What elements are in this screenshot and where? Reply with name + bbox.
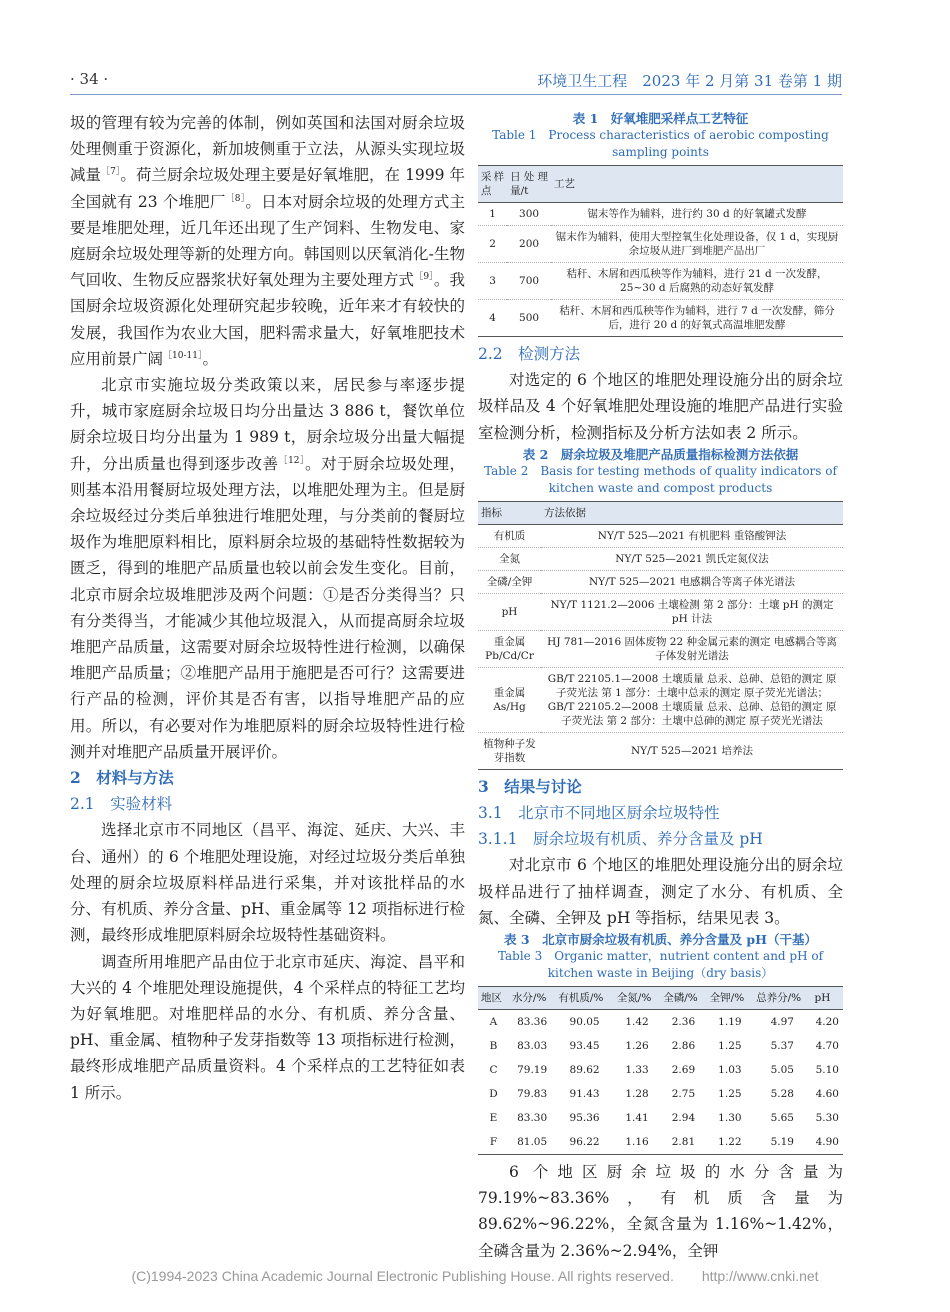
table-row [478,732,843,769]
column-header: 指标 [478,501,541,524]
table-cell: 5.10 [815,1064,839,1077]
text-run: 。日本对厨余垃圾的处理方式主要是堆肥处理，近几年还出现了生产饲料、生物发电、家庭厨余垃圾处理等新的处理方向。韩国则以厌氧消化-生物气回收、生物反应器浆状好氧处理为主要处理方式 [70,192,465,290]
table-cell: B [489,1040,498,1053]
table-row [478,1058,843,1082]
paragraph-compost-products: 调查所用堆肥产品由位于北京市延庆、海淀、昌平和大兴的 4 个堆肥处理设施提供，4 个采样点的特征工艺均为好氧堆肥。对堆肥样品的水分、有机质、养分含量、pH、重金属、植物种子发芽指数等 13 项指标进行检测，最终形成堆肥产品质量资料。4 个采样点的工艺特征如表 1 所示。 [70,952,465,1102]
paragraph-results-summary: 6 个地区厨余垃圾的水分含量为 79.19%~83.36%，有机质含量为 89.62%~96.22%，全氮含量为 1.16%~1.42%，全磷含量为 2.36%~2.94%，全钾 [478,1163,843,1260]
table-row [478,524,843,547]
table-row [478,1034,843,1058]
table-cell: 5.28 [770,1088,794,1101]
column-header: 工艺 [551,166,843,203]
table-cell: 全氮 [478,547,541,570]
table-row [478,300,843,337]
table-cell: 锯末等作为辅料，进行约 30 d 的好氧罐式发酵 [551,203,843,226]
section-heading-materials: 2.1 实验材料 [70,795,173,814]
section-heading-organic-matter: 3.1.1 厨余垃圾有机质、养分含量及 pH [478,830,763,849]
text-run: 北京市实施垃圾分类政策以来，居民参与率逐步提升，城市家庭厨余垃圾日均分出量达 3 886 t，餐饮单位厨余垃圾日均分出量为 1 989 t，厨余垃圾分出量大幅提升，分出质量也得到逐步改善 [70,376,465,473]
column-header: 地区 [478,987,509,1010]
table-cell: 4.20 [815,1016,839,1029]
page-header [70,70,842,95]
table-cell: 2.94 [671,1112,696,1125]
table-cell: 3 [478,263,507,300]
table-cell: 79.19 [517,1064,548,1077]
citation-ref: ［8］ [225,193,246,204]
section-heading-materials-methods: 2 材料与方法 [70,768,174,788]
table-cell: 全磷/全钾 [478,570,541,593]
table2-caption-zh: 表 2 厨余垃圾及堆肥产品质量指标检测方法依据 [522,446,799,462]
table-cell: D [489,1088,498,1101]
table-cell: 1.33 [625,1064,649,1077]
citation-ref: ［10-11］ [163,350,203,361]
table-cell: 1.26 [625,1040,649,1053]
table-cell: 4.97 [770,1016,794,1029]
table-cell: E [489,1112,498,1125]
table-cell: 1.41 [625,1112,649,1125]
text-run: 。对于厨余垃圾处理，则基本沿用餐厨垃圾处理方法，以堆肥处理为主。但是厨余垃圾经过分类后单独进行堆肥处理，与分类前的餐厨垃圾作为堆肥原料相比，原料厨余垃圾的基础特性数据较为匮乏，得到的堆肥产品质量也较以前会发生变化。目前，北京市厨余垃圾堆肥涉及两个问题：①是否分类得当？只有分类得当，才能减少其他垃圾混入，从而提高厨余垃圾堆肥产品质量，这需要对厨余垃圾特性进行检测，以确保堆肥产品质量；②堆肥产品用于施肥是否可行？这需要进行产品的检测，评价其是否有害，以指导堆肥产品的应用。所以，有必要对作为堆肥原料的厨余垃圾特性进行检测并对堆肥产品质量开展评价。 [70,454,465,761]
table-cell: 500 [507,300,551,337]
table-cell: 81.05 [509,1130,555,1155]
table-process-characteristics [478,165,843,337]
table-cell: A [489,1016,498,1029]
table-cell: 重金属 Pb/Cd/Cr [478,630,541,667]
paragraph-intro-international [70,110,465,372]
column-header: 全磷/% [660,987,706,1010]
table-cell: C [489,1064,498,1077]
table-cell: 93.45 [569,1040,600,1053]
column-header: 采样点 [478,166,507,203]
text-run: 。我国厨余垃圾资源化处理研究起步较晚，近年来才有较快的发展，我国作为农业大国，肥料需求量大，好氧堆肥技术应用前景广阔 [70,271,465,368]
text-run: 圾的管理有较为完善的体制，例如英国和法国对厨余垃圾处理侧重于资源化，新加坡侧重于立法，从源头实现垃圾减量 [70,114,465,185]
table-cell: 2.86 [671,1040,696,1053]
table-cell: 300 [507,203,551,226]
table-cell: 1.19 [718,1016,742,1029]
table-cell: 1 [478,203,507,226]
table-organic-matter-nutrients [478,986,843,1155]
table-cell: 95.36 [569,1112,600,1125]
table-cell: 2.36 [671,1016,696,1029]
table-cell: 90.05 [569,1016,600,1029]
column-header: 全钾/% [707,987,753,1010]
table-cell: 83.36 [517,1016,548,1029]
table-row [478,226,843,263]
table-cell: 5.05 [770,1064,794,1077]
table-cell: 1.22 [707,1130,753,1155]
copyright-footer: (C)1994-2023 China Academic Journal Electronic Publishing House. All rights reserved. http://www.cnki.net [131,1268,819,1284]
table-cell: 4.90 [812,1130,843,1155]
section-heading-results: 3 结果与讨论 [478,776,582,796]
table-cell: 5.37 [770,1040,794,1053]
column-header: 水分/% [509,987,555,1010]
table-cell: 83.03 [517,1040,548,1053]
table-cell: 4 [478,300,507,337]
column-header: 有机质/% [555,987,613,1010]
table3-caption-zh: 表 3 北京市厨余垃圾有机质、养分含量及 pH（干基） [504,932,817,948]
table-cell: NY/T 525—2021 电感耦合等离子体光谱法 [541,570,843,593]
table-cell: 700 [507,263,551,300]
table-cell: 5.65 [770,1112,794,1125]
table-row [478,630,843,667]
journal-title: 环境卫生工程 2023 年 2 月第 31 卷第 1 期 [537,72,842,90]
section-heading-detection: 2.2 检测方法 [478,345,581,363]
table-cell: 1.28 [625,1088,649,1101]
text-run: 。荷兰厨余垃圾处理主要是好氧堆肥，在 1999 年全国就有 23 个堆肥厂 [70,166,465,211]
table-cell: HJ 781—2016 固体废物 22 种金属元素的测定 电感耦合等离子体发射光谱法 [541,630,843,667]
table-row [478,547,843,570]
table-row [478,203,843,226]
table-row [478,1010,843,1035]
table-cell: 2 [478,226,507,263]
right-column [478,110,843,1264]
table-cell: NY/T 525—2021 培养法 [541,732,843,769]
table-cell: 4.70 [815,1040,839,1053]
citation-ref: ［7］ [101,167,121,178]
table-cell: pH [478,593,541,630]
column-header: 总养分/% [753,987,811,1010]
table-cell: NY/T 1121.2—2006 土壤检测 第 2 部分：土壤 pH 的测定 pH 计法 [541,593,843,630]
column-header: 方法依据 [541,501,843,524]
table-cell: 1.03 [718,1064,742,1077]
table-row [478,263,843,300]
table1-caption-en: Table 1 Process characteristics of aerobic composting sampling points [492,128,829,159]
table-cell: 2.69 [671,1064,696,1077]
table-row [478,593,843,630]
column-header: 全氮/% [614,987,660,1010]
table-testing-methods [478,501,843,770]
table-cell: 91.43 [569,1088,600,1101]
paragraph-detection-methods: 对选定的 6 个地区的堆肥处理设施分出的厨余垃圾样品及 4 个好氧堆肥处理设施的堆肥产品进行实验室检测分析，检测指标及分析方法如表 2 所示。 [478,371,843,442]
table-cell: 5.19 [753,1130,811,1155]
text-run: 。 [202,349,218,368]
table-cell: 秸秆、木屑和西瓜秧等作为辅料，进行 21 d 一次发酵，25~30 d 后腐熟的动态好氧发酵 [551,263,843,300]
table-cell: 96.22 [555,1130,613,1155]
table-cell: 5.30 [815,1112,839,1125]
table-row [478,667,843,732]
table-row [478,1106,843,1130]
citation-ref: ［12］ [278,455,306,466]
paragraph-sampling-survey: 对北京市 6 个地区的堆肥处理设施分出的厨余垃圾样品进行了抽样调查，测定了水分、有机质、全氮、全磷、全钾及 pH 等指标，结果见表 3。 [478,856,843,927]
table-cell: 1.25 [718,1040,742,1053]
table-cell: 秸秆、木屑和西瓜秧等作为辅料，进行 7 d 一次发酵，筛分后，进行 20 d 的好氧式高温堆肥发酵 [551,300,843,337]
table-cell: 200 [507,226,551,263]
section-heading-kitchen-waste: 3.1 北京市不同地区厨余垃圾特性 [478,804,720,823]
table-cell: 2.81 [660,1130,706,1155]
table-cell: 有机质 [478,524,541,547]
table-row [478,1130,843,1155]
table-cell: F [478,1130,509,1155]
column-header: 日处理量/t [507,166,551,203]
table-cell: 89.62 [569,1064,600,1077]
table-cell: 1.42 [625,1016,649,1029]
table-cell: 1.16 [614,1130,660,1155]
table-cell: 1.25 [718,1088,742,1101]
table-cell: 植物种子发芽指数 [478,732,541,769]
table-cell: NY/T 525—2021 有机肥料 重铬酸钾法 [541,524,843,547]
table3-caption-en: Table 3 Organic matter，nutrient content and pH of kitchen waste in Beijing（dry basis） [497,949,824,981]
table-cell: GB/T 22105.1—2008 土壤质量 总汞、总砷、总铅的测定 原子荧光法 第 1 部分：土壤中总汞的测定 原子荧光光谱法；GB/T 22105.2—2008 土壤质量 总汞、总砷、总铅的测定 原子荧光法 第 2 部分：土壤中总砷的测定 原子荧光光谱法 [541,667,843,732]
table-cell: 锯末作为辅料，使用大型控氧生化处理设备，仅 1 d，实现厨余垃圾从进厂到堆肥产品出厂 [551,226,843,263]
paragraph-beijing-policy [70,372,465,765]
table-cell: 2.75 [671,1088,696,1101]
table-row [478,1082,843,1106]
column-header: pH [812,987,843,1010]
page-number: · 34 · [70,70,109,88]
table-cell: 83.30 [517,1112,548,1125]
table-cell: 79.83 [517,1088,548,1101]
paragraph-sample-selection: 选择北京市不同地区（昌平、海淀、延庆、大兴、丰台、通州）的 6 个堆肥处理设施，对经过垃圾分类后单独处理的厨余垃圾原料样品进行采集，并对该批样品的水分、有机质、养分含量、pH、重金属等 12 项指标进行检测，最终形成堆肥原料厨余垃圾特性基础资料。 [70,821,465,945]
table-cell: 重金属 As/Hg [478,667,541,732]
table-cell: NY/T 525—2021 凯氏定氮仪法 [541,547,843,570]
table-cell: 4.60 [815,1088,839,1101]
table2-caption-en: Table 2 Basis for testing methods of quality indicators of kitchen waste and compost products [484,463,837,495]
table-row [478,570,843,593]
table1-caption-zh: 表 1 好氧堆肥采样点工艺特征 [572,111,749,126]
table-cell: 1.30 [718,1112,742,1125]
left-column [70,110,465,1106]
citation-ref: ［9］ [414,272,434,283]
